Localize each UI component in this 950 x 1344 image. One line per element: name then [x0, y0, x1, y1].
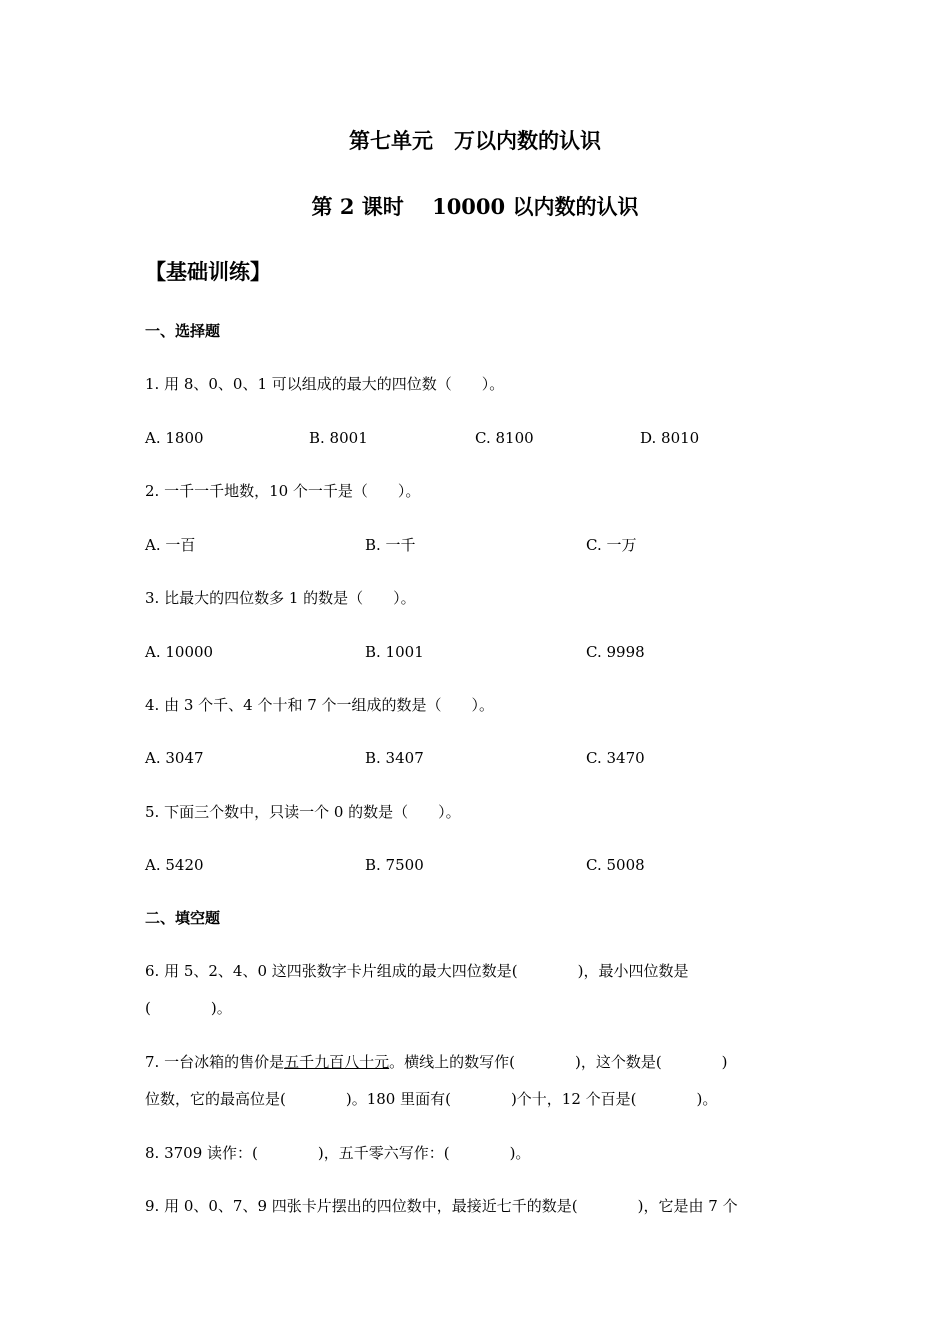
question-1-options — [145, 428, 845, 448]
question-7-underlined-price: 五千九百八十元 — [284, 1053, 390, 1071]
option-c: C. 8100 — [475, 429, 534, 447]
question-1-stem: 1. 用 8、0、0、1 可以组成的最大的四位数（ ）。 — [145, 375, 505, 393]
option-b: B. 一千 — [365, 536, 416, 554]
question-9-line-1: 9. 用 0、0、7、9 四张卡片摆出的四位数中，最接近七千的数是( )，它是由 7 个 — [145, 1197, 738, 1215]
section-choice: 一、选择题 — [145, 322, 221, 340]
option-b: B. 8001 — [309, 429, 368, 447]
question-4-options — [145, 748, 845, 768]
option-c: C. 5008 — [586, 856, 645, 874]
question-6-line-2: ( )。 — [145, 999, 232, 1017]
option-a: A. 一百 — [145, 536, 196, 554]
question-7-line-1 — [145, 1052, 728, 1072]
option-a: A. 1800 — [145, 429, 204, 447]
basic-training-heading: 【基础训练】 — [145, 259, 271, 284]
question-5-options — [145, 855, 845, 875]
option-a: A. 3047 — [145, 749, 204, 767]
option-b: B. 1001 — [365, 643, 424, 661]
option-b: B. 3407 — [365, 749, 424, 767]
option-c: C. 一万 — [586, 536, 637, 554]
option-a: A. 10000 — [145, 643, 214, 661]
option-c: C. 3470 — [586, 749, 645, 767]
question-2-options — [145, 535, 845, 555]
question-7-line-2: 位数，它的最高位是( )。180 里面有( )个十，12 个百是( )。 — [145, 1090, 718, 1108]
question-2-stem: 2. 一千一千地数，10 个一千是（ ）。 — [145, 482, 421, 500]
section-fill: 二、填空题 — [145, 909, 221, 927]
question-7-text-b: 。横线上的数写作( )，这个数是( ) — [389, 1053, 728, 1071]
lesson-title: 第 2 课时 10000 以内数的认识 — [311, 194, 639, 219]
question-3-options — [145, 642, 845, 662]
option-d: D. 8010 — [640, 429, 700, 447]
question-3-stem: 3. 比最大的四位数多 1 的数是（ ）。 — [145, 589, 416, 607]
unit-title: 第七单元 万以内数的认识 — [349, 128, 601, 153]
question-8-line-1: 8. 3709 读作：( )，五千零六写作：( )。 — [145, 1144, 531, 1162]
option-b: B. 7500 — [365, 856, 424, 874]
question-5-stem: 5. 下面三个数中，只读一个 0 的数是（ ）。 — [145, 803, 461, 821]
question-6-line-1: 6. 用 5、2、4、0 这四张数字卡片组成的最大四位数是( )，最小四位数是 — [145, 962, 689, 980]
question-7-text-a: 7. 一台冰箱的售价是 — [145, 1053, 285, 1071]
question-4-stem: 4. 由 3 个千、4 个十和 7 个一组成的数是（ ）。 — [145, 696, 495, 714]
option-a: A. 5420 — [145, 856, 204, 874]
option-c: C. 9998 — [586, 643, 645, 661]
